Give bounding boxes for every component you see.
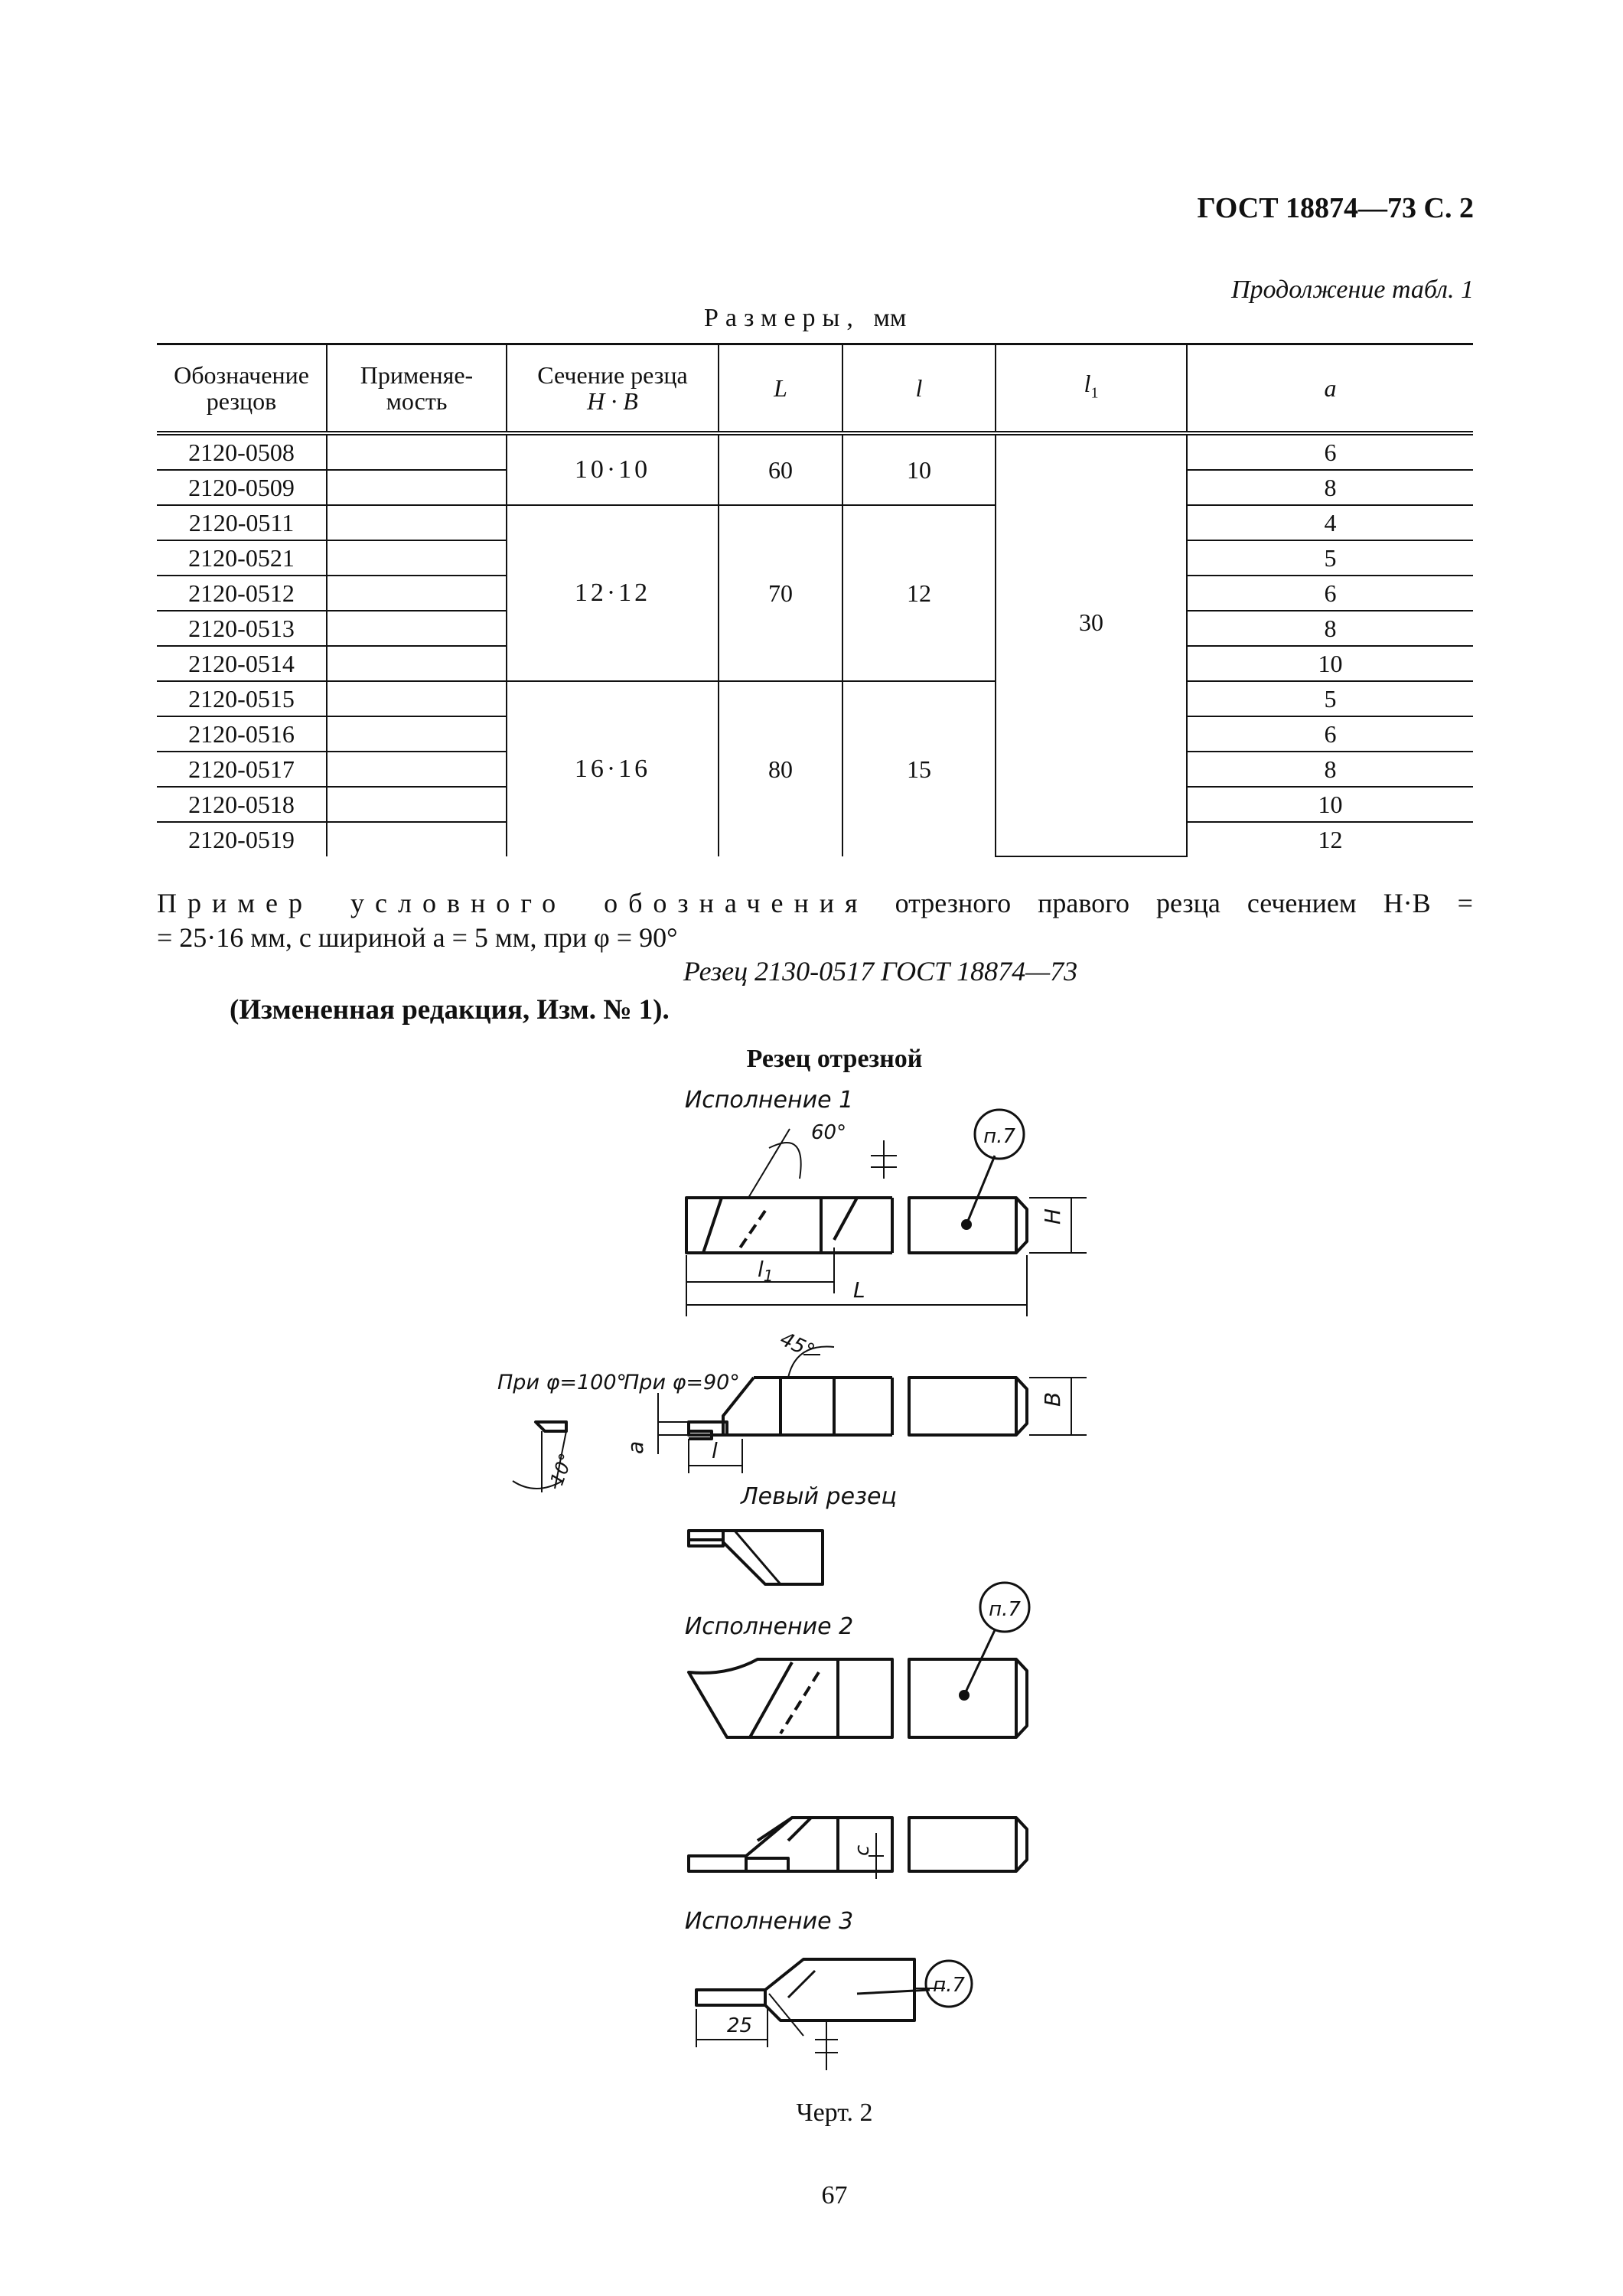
cell-code: 2120-0521 [157, 540, 327, 576]
cell-a: 8 [1187, 470, 1473, 505]
variant-1-top-view [497, 1328, 1087, 1492]
phi-100-label: При φ=100° [497, 1371, 627, 1394]
cell-code: 2120-0514 [157, 646, 327, 681]
l1-header-label: l [1084, 369, 1091, 397]
cell-a: 6 [1187, 716, 1473, 752]
cell-a: 4 [1187, 505, 1473, 540]
cell-section: 10·10 [507, 433, 719, 505]
col-applicability-header: Применяе-мость [327, 344, 507, 434]
ref-note-3: п.7 [933, 1974, 965, 1997]
phi-90-label: При φ=90° [624, 1371, 740, 1394]
cell-l: 12 [842, 505, 996, 681]
cell-code: 2120-0511 [157, 505, 327, 540]
cell-section: 16·16 [507, 681, 719, 856]
cell-l: 15 [842, 681, 996, 856]
cell-a: 6 [1187, 576, 1473, 611]
dim-B-label: B [1040, 1391, 1065, 1407]
example-spaced-lead: Пример условного обозначения [157, 888, 869, 918]
dim-l1-subscript: 1 [763, 1267, 774, 1285]
dim-c-label: c [851, 1844, 874, 1856]
table-continuation-note: Продолжение табл. 1 [1230, 276, 1474, 304]
cell-l: 10 [842, 433, 996, 505]
l1-header-sub: 1 [1090, 384, 1099, 402]
cell-L: 70 [719, 505, 842, 681]
dim-l1-letter: l [758, 1257, 764, 1282]
dim-H-label: H [1040, 1208, 1065, 1225]
a-header-label: a [1324, 374, 1337, 402]
left-cutter-label: Левый резец [741, 1483, 897, 1510]
col-designation-header: Обозначение резцов [157, 344, 327, 434]
edition-note: (Измененная редакция, Изм. № 1). [230, 994, 670, 1026]
angle-45-label: 45° [776, 1327, 819, 1364]
angle-60-label: 60° [811, 1121, 847, 1144]
cell-code: 2120-0516 [157, 716, 327, 752]
angle-10-label: 10° [546, 1450, 578, 1489]
figure-caption: Черт. 2 [796, 2099, 873, 2127]
variant-2-side-view [689, 1583, 1029, 1737]
units-mm: мм [873, 304, 907, 332]
variant-3-label: Исполнение 3 [684, 1908, 854, 1935]
section-header-label: Сечение резца [537, 361, 688, 389]
drawing-title: Резец отрезной [746, 1045, 923, 1073]
cell-a: 8 [1187, 611, 1473, 646]
units-label-text: Размеры, [704, 304, 860, 332]
dim-a-label: a [623, 1440, 648, 1454]
cell-a: 10 [1187, 646, 1473, 681]
dim-L-label: L [853, 1277, 865, 1303]
cell-code: 2120-0519 [157, 822, 327, 856]
page-number: 67 [821, 2181, 848, 2210]
dim-25-label: 25 [727, 2014, 753, 2037]
variant-2-top-view [689, 1818, 1027, 1879]
dim-l-label: l [712, 1438, 718, 1463]
ref-note-1: п.7 [983, 1125, 1015, 1148]
cell-a: 12 [1187, 822, 1473, 856]
variant-1-label: Исполнение 1 [684, 1087, 854, 1114]
cell-section: 12·12 [507, 505, 719, 681]
ref-note-2: п.7 [989, 1598, 1021, 1621]
document-header: ГОСТ 18874—73 С. 2 [1197, 192, 1474, 224]
example-line-1-rest: отрезного правого резца сечением H·B = [895, 888, 1473, 918]
cell-a: 10 [1187, 787, 1473, 822]
cell-code: 2120-0517 [157, 752, 327, 787]
cell-code: 2120-0508 [157, 433, 327, 470]
variant-3-view [696, 1959, 972, 2070]
cell-code: 2120-0513 [157, 611, 327, 646]
cell-L: 80 [719, 681, 842, 856]
cell-code: 2120-0512 [157, 576, 327, 611]
cell-code: 2120-0509 [157, 470, 327, 505]
section-header-sub: H · B [587, 387, 638, 415]
L-header-label: L [774, 374, 787, 402]
cell-L: 60 [719, 433, 842, 505]
cell-a: 8 [1187, 752, 1473, 787]
l-header-label: l [915, 374, 923, 402]
variant-2-label: Исполнение 2 [684, 1613, 854, 1640]
left-cutter-view [689, 1531, 823, 1584]
dim-l1-label [758, 1257, 774, 1285]
cell-code: 2120-0515 [157, 681, 327, 716]
cell-a: 6 [1187, 433, 1473, 470]
cell-a: 5 [1187, 681, 1473, 716]
cell-a: 5 [1187, 540, 1473, 576]
cell-code: 2120-0518 [157, 787, 327, 822]
example-line-2: = 25·16 мм, с шириной a = 5 мм, при φ = 90° [157, 922, 678, 953]
example-designation-text: Резец 2130-0517 ГОСТ 18874—73 [683, 956, 1078, 987]
cell-l1: 30 [996, 433, 1187, 856]
variant-1-side-view [686, 1110, 1087, 1316]
